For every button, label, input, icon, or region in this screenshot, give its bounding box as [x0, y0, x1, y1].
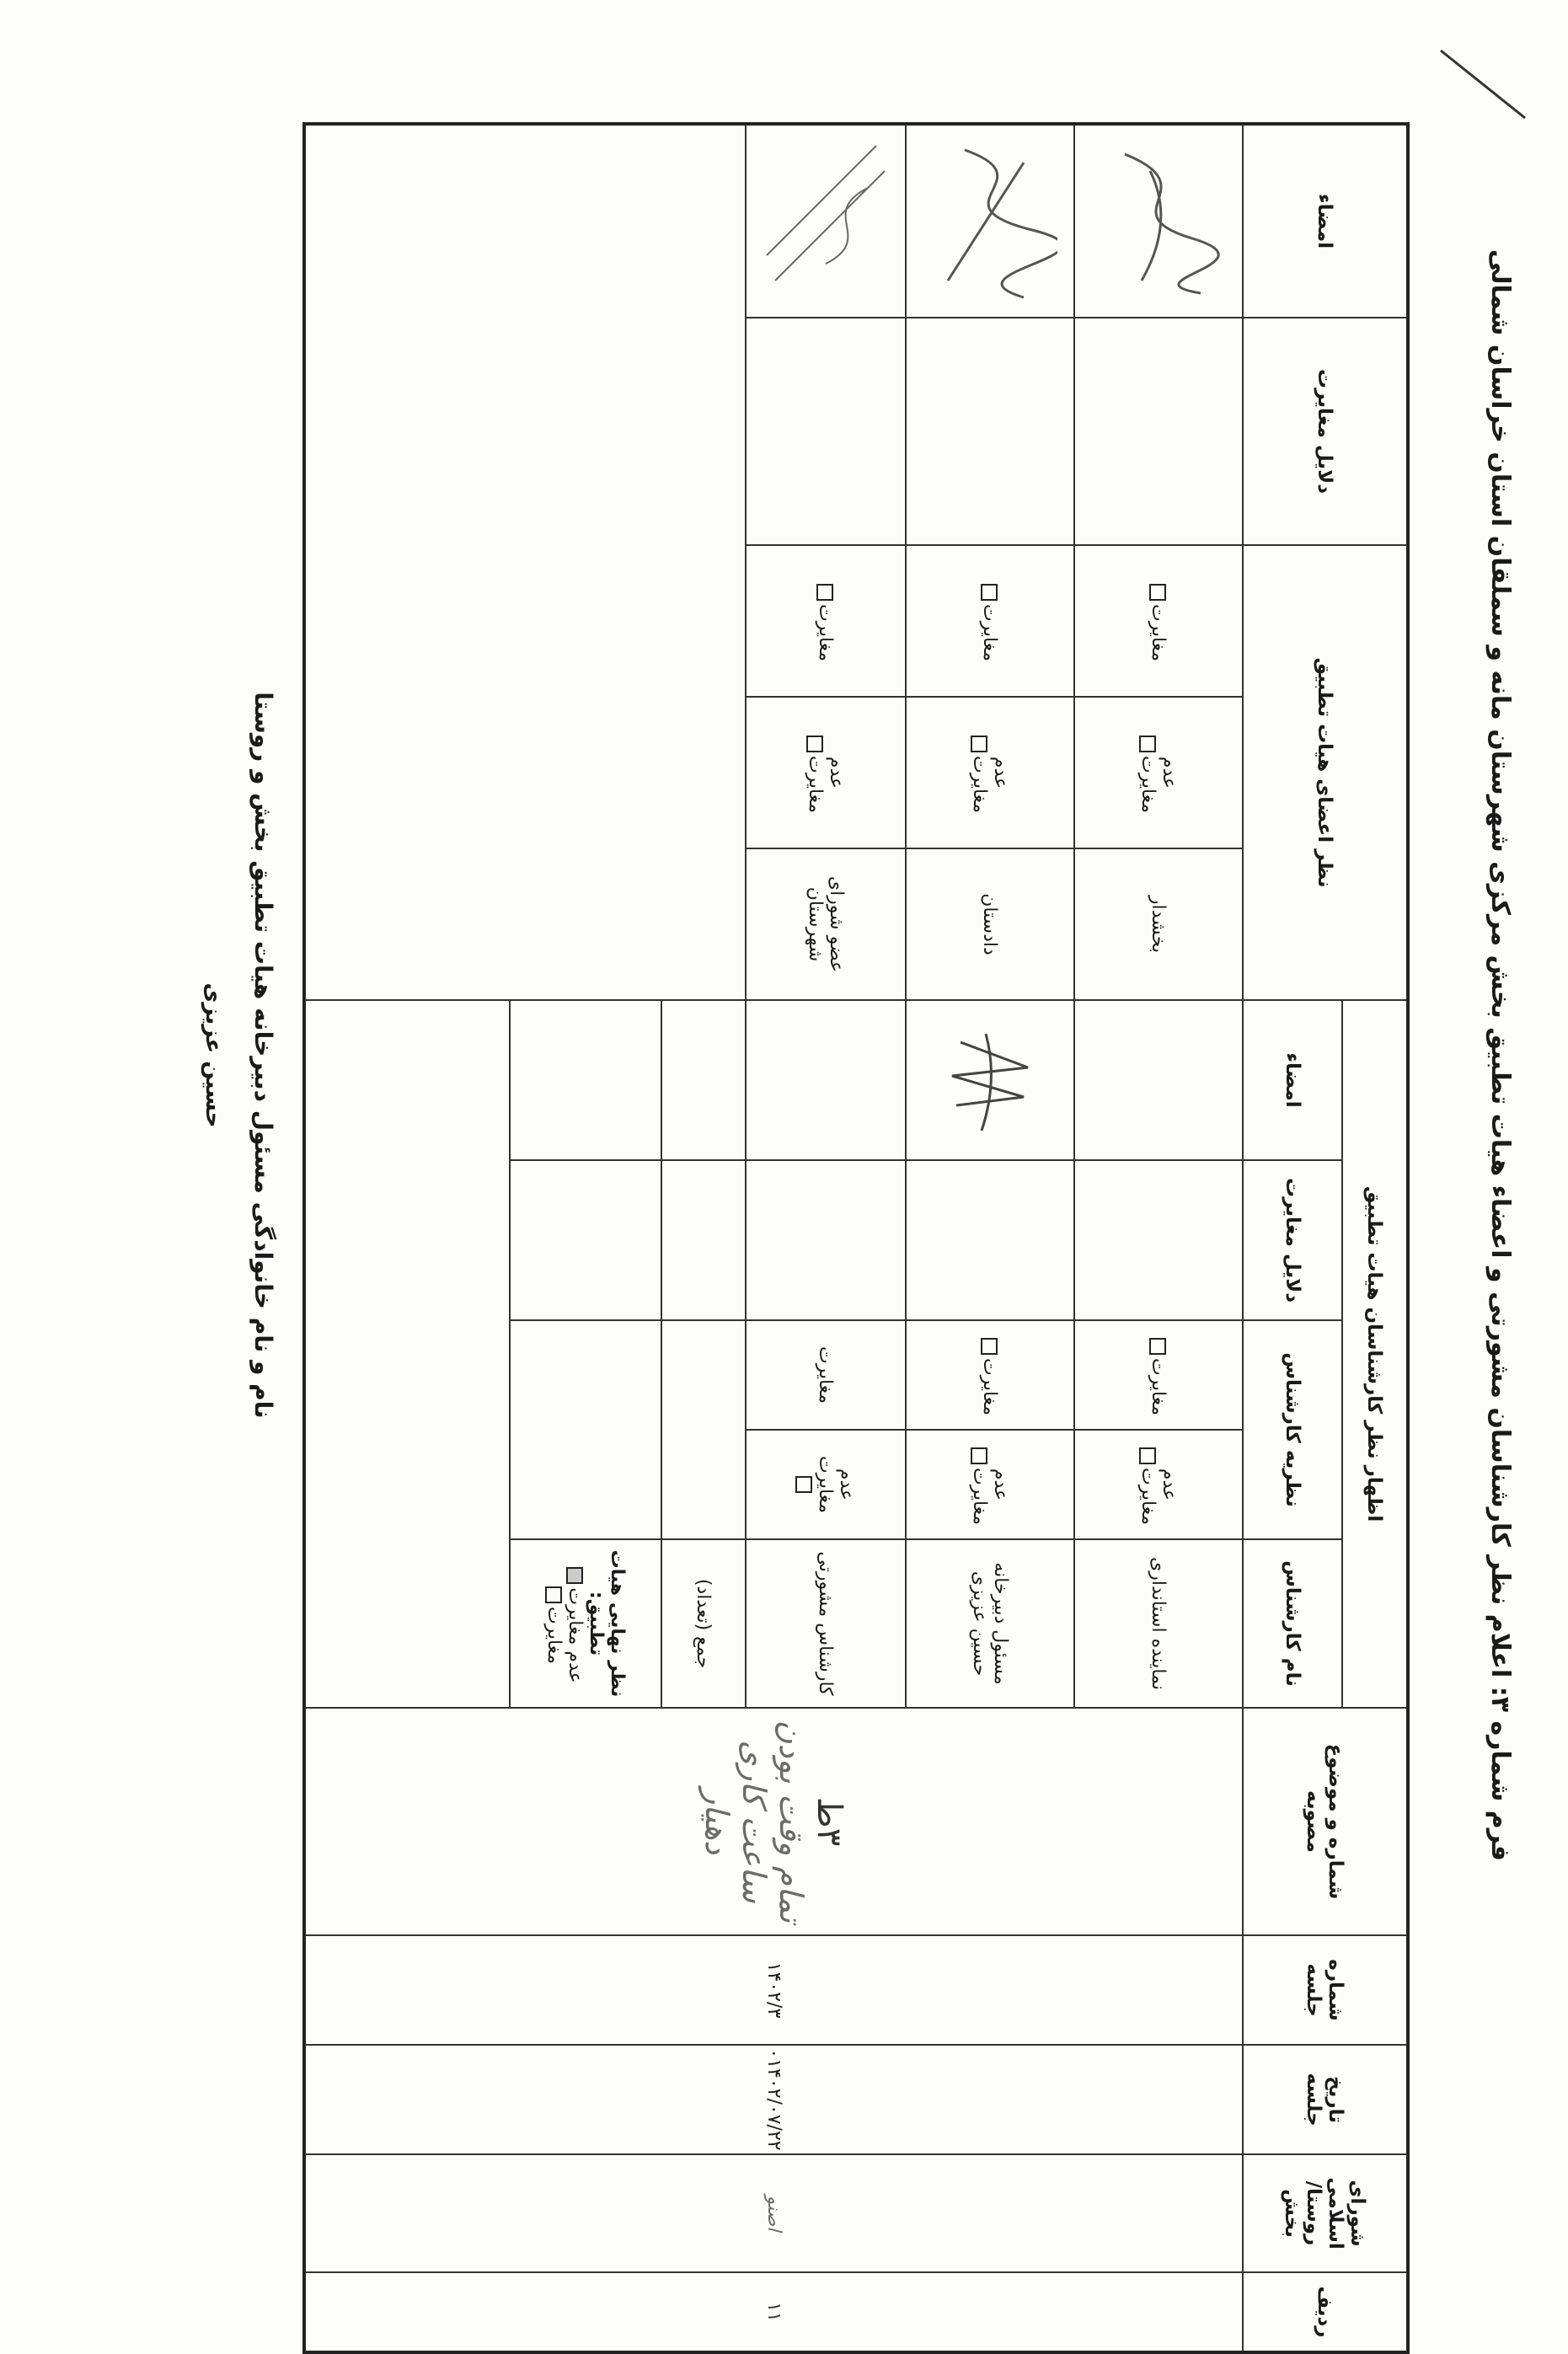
expert-reasons-2 — [906, 1160, 1074, 1320]
checkbox[interactable] — [982, 1338, 998, 1355]
member-sign-1 — [1074, 124, 1243, 318]
header-subject: شماره و موضوع مصوبه — [1243, 1708, 1408, 1935]
checkbox[interactable] — [817, 584, 834, 601]
form-table — [302, 122, 1410, 2354]
expert-opinion-adam-1: عدم مغایرت — [1074, 1430, 1243, 1539]
header-expert-sign: امضاء — [1243, 1000, 1342, 1160]
signature-icon — [923, 137, 1057, 306]
header-session-no: شماره جلسه — [1243, 1935, 1408, 2045]
expert-opinion-adam-2: عدم مغایرت — [906, 1430, 1074, 1539]
final-reasons — [510, 1160, 661, 1320]
members-empty — [304, 124, 746, 1000]
checkbox[interactable] — [1139, 1447, 1156, 1464]
sum-reasons — [661, 1160, 746, 1320]
final-sign — [510, 1000, 661, 1160]
expert-name-1: نماینده استانداری — [1074, 1539, 1243, 1708]
member-reasons-3 — [746, 318, 906, 545]
expert-sign-3 — [746, 1000, 906, 1160]
checkbox[interactable] — [796, 1476, 813, 1493]
checkbox[interactable] — [971, 736, 987, 752]
header-date: تاریخ جلسه — [1243, 2045, 1408, 2154]
final-opinion — [510, 1320, 661, 1539]
cell-date: ۰۱۴۰۲/۰۷/۲۲ — [304, 2045, 1243, 2154]
sum-label: جمع (تعداد) — [661, 1539, 746, 1708]
member-name-3: عضو شورای شهرستان — [746, 848, 906, 1000]
header-members-group: نظر اعضای هیات تطبیق — [1243, 545, 1408, 1000]
subject-text: تمام وقت بودن ساعت کاری دهیار — [698, 1720, 811, 1923]
expert-name-2: مسئول دبیرخانه حسین عزیزی — [906, 1539, 1074, 1708]
member-reasons-1 — [1074, 318, 1243, 545]
checkbox[interactable] — [806, 736, 823, 752]
member-sign-2 — [906, 124, 1074, 318]
sum-sign — [661, 1000, 746, 1160]
checkbox[interactable] — [982, 584, 998, 601]
header-expert-name: نام کارشناس — [1243, 1539, 1342, 1708]
member-opinion-adam-3: عدم مغایرت — [746, 697, 906, 848]
checkbox[interactable] — [971, 1447, 987, 1464]
header-radif: ردیف — [1243, 2272, 1408, 2352]
cell-shora: اصنو — [304, 2154, 1243, 2272]
member-opinion-mog-3: مغایرت — [746, 545, 906, 697]
sum-opinion — [661, 1320, 746, 1539]
checkbox[interactable] — [1139, 736, 1156, 752]
checkbox[interactable] — [1150, 1338, 1167, 1355]
subject-number: ۳ط — [810, 1796, 849, 1847]
expert-opinion-mog-2: مغایرت — [906, 1320, 1074, 1430]
footer — [201, 122, 277, 1988]
form-sheet — [201, 122, 1515, 2338]
footer-line1: نام و نام خانوادگی مسئول دبیرخانه هیات تطبیق بخش و روستا — [249, 692, 277, 1419]
header-member-sign: امضاء — [1243, 124, 1408, 318]
header-expert-reasons: دلایل مغایرت — [1243, 1160, 1342, 1320]
member-opinion-mog-1: مغایرت — [1074, 545, 1243, 697]
expert-opinion-adam-3: عدم مغایرت — [746, 1430, 906, 1539]
checkbox[interactable] — [545, 1586, 562, 1603]
empty-bottom — [304, 1000, 510, 1708]
expert-reasons-1 — [1074, 1160, 1243, 1320]
header-shora: شورای اسلامی روستا/ بخش — [1243, 2154, 1408, 2272]
header-member-reasons: دلایل مغایرت — [1243, 318, 1408, 545]
signature-icon — [935, 1017, 1045, 1143]
cell-session-no: ۱۴۰۲/۳ — [304, 1935, 1243, 2045]
cell-subject — [304, 1708, 1243, 1935]
final-label: نظر نهایی هیات تطبیق: عدم مغایرت مغایرت — [510, 1539, 661, 1708]
member-opinion-adam-1: عدم مغایرت — [1074, 697, 1243, 848]
signature-icon — [758, 137, 893, 306]
member-name-1: بخشدار — [1074, 848, 1243, 1000]
expert-reasons-3 — [746, 1160, 906, 1320]
cell-radif: ۱۱ — [304, 2272, 1243, 2352]
corner-mark-icon — [1432, 34, 1533, 135]
signature-icon — [1091, 137, 1226, 306]
header-experts-group: اظهار نظر کارشناسان هیات تطبیق — [1342, 1000, 1408, 1708]
expert-sign-1 — [1074, 1000, 1243, 1160]
expert-opinion-mog-1: مغایرت — [1074, 1320, 1243, 1430]
member-name-2: دادستان — [906, 848, 1074, 1000]
expert-name-3: کارشناس مشورتی — [746, 1539, 906, 1708]
member-sign-3 — [746, 124, 906, 318]
member-reasons-2 — [906, 318, 1074, 545]
footer-line2: حسین عزیزی — [201, 982, 226, 1128]
member-opinion-adam-2: عدم مغایرت — [906, 697, 1074, 848]
form-title: فرم شماره ۳: اعلام نظر کارشناسان مشورتی و اعضاء هیات تطبیق بخش مرکزی شهرستان مانه و سملقان استان خراسان شمالی — [1485, 249, 1515, 1862]
member-opinion-mog-2: مغایرت — [906, 545, 1074, 697]
checkbox[interactable] — [566, 1567, 583, 1584]
expert-opinion-mog-3: مغایرت — [746, 1320, 906, 1430]
expert-sign-2 — [906, 1000, 1074, 1160]
header-expert-opinion: نظریه کارشناس — [1243, 1320, 1342, 1539]
checkbox[interactable] — [1150, 584, 1167, 601]
